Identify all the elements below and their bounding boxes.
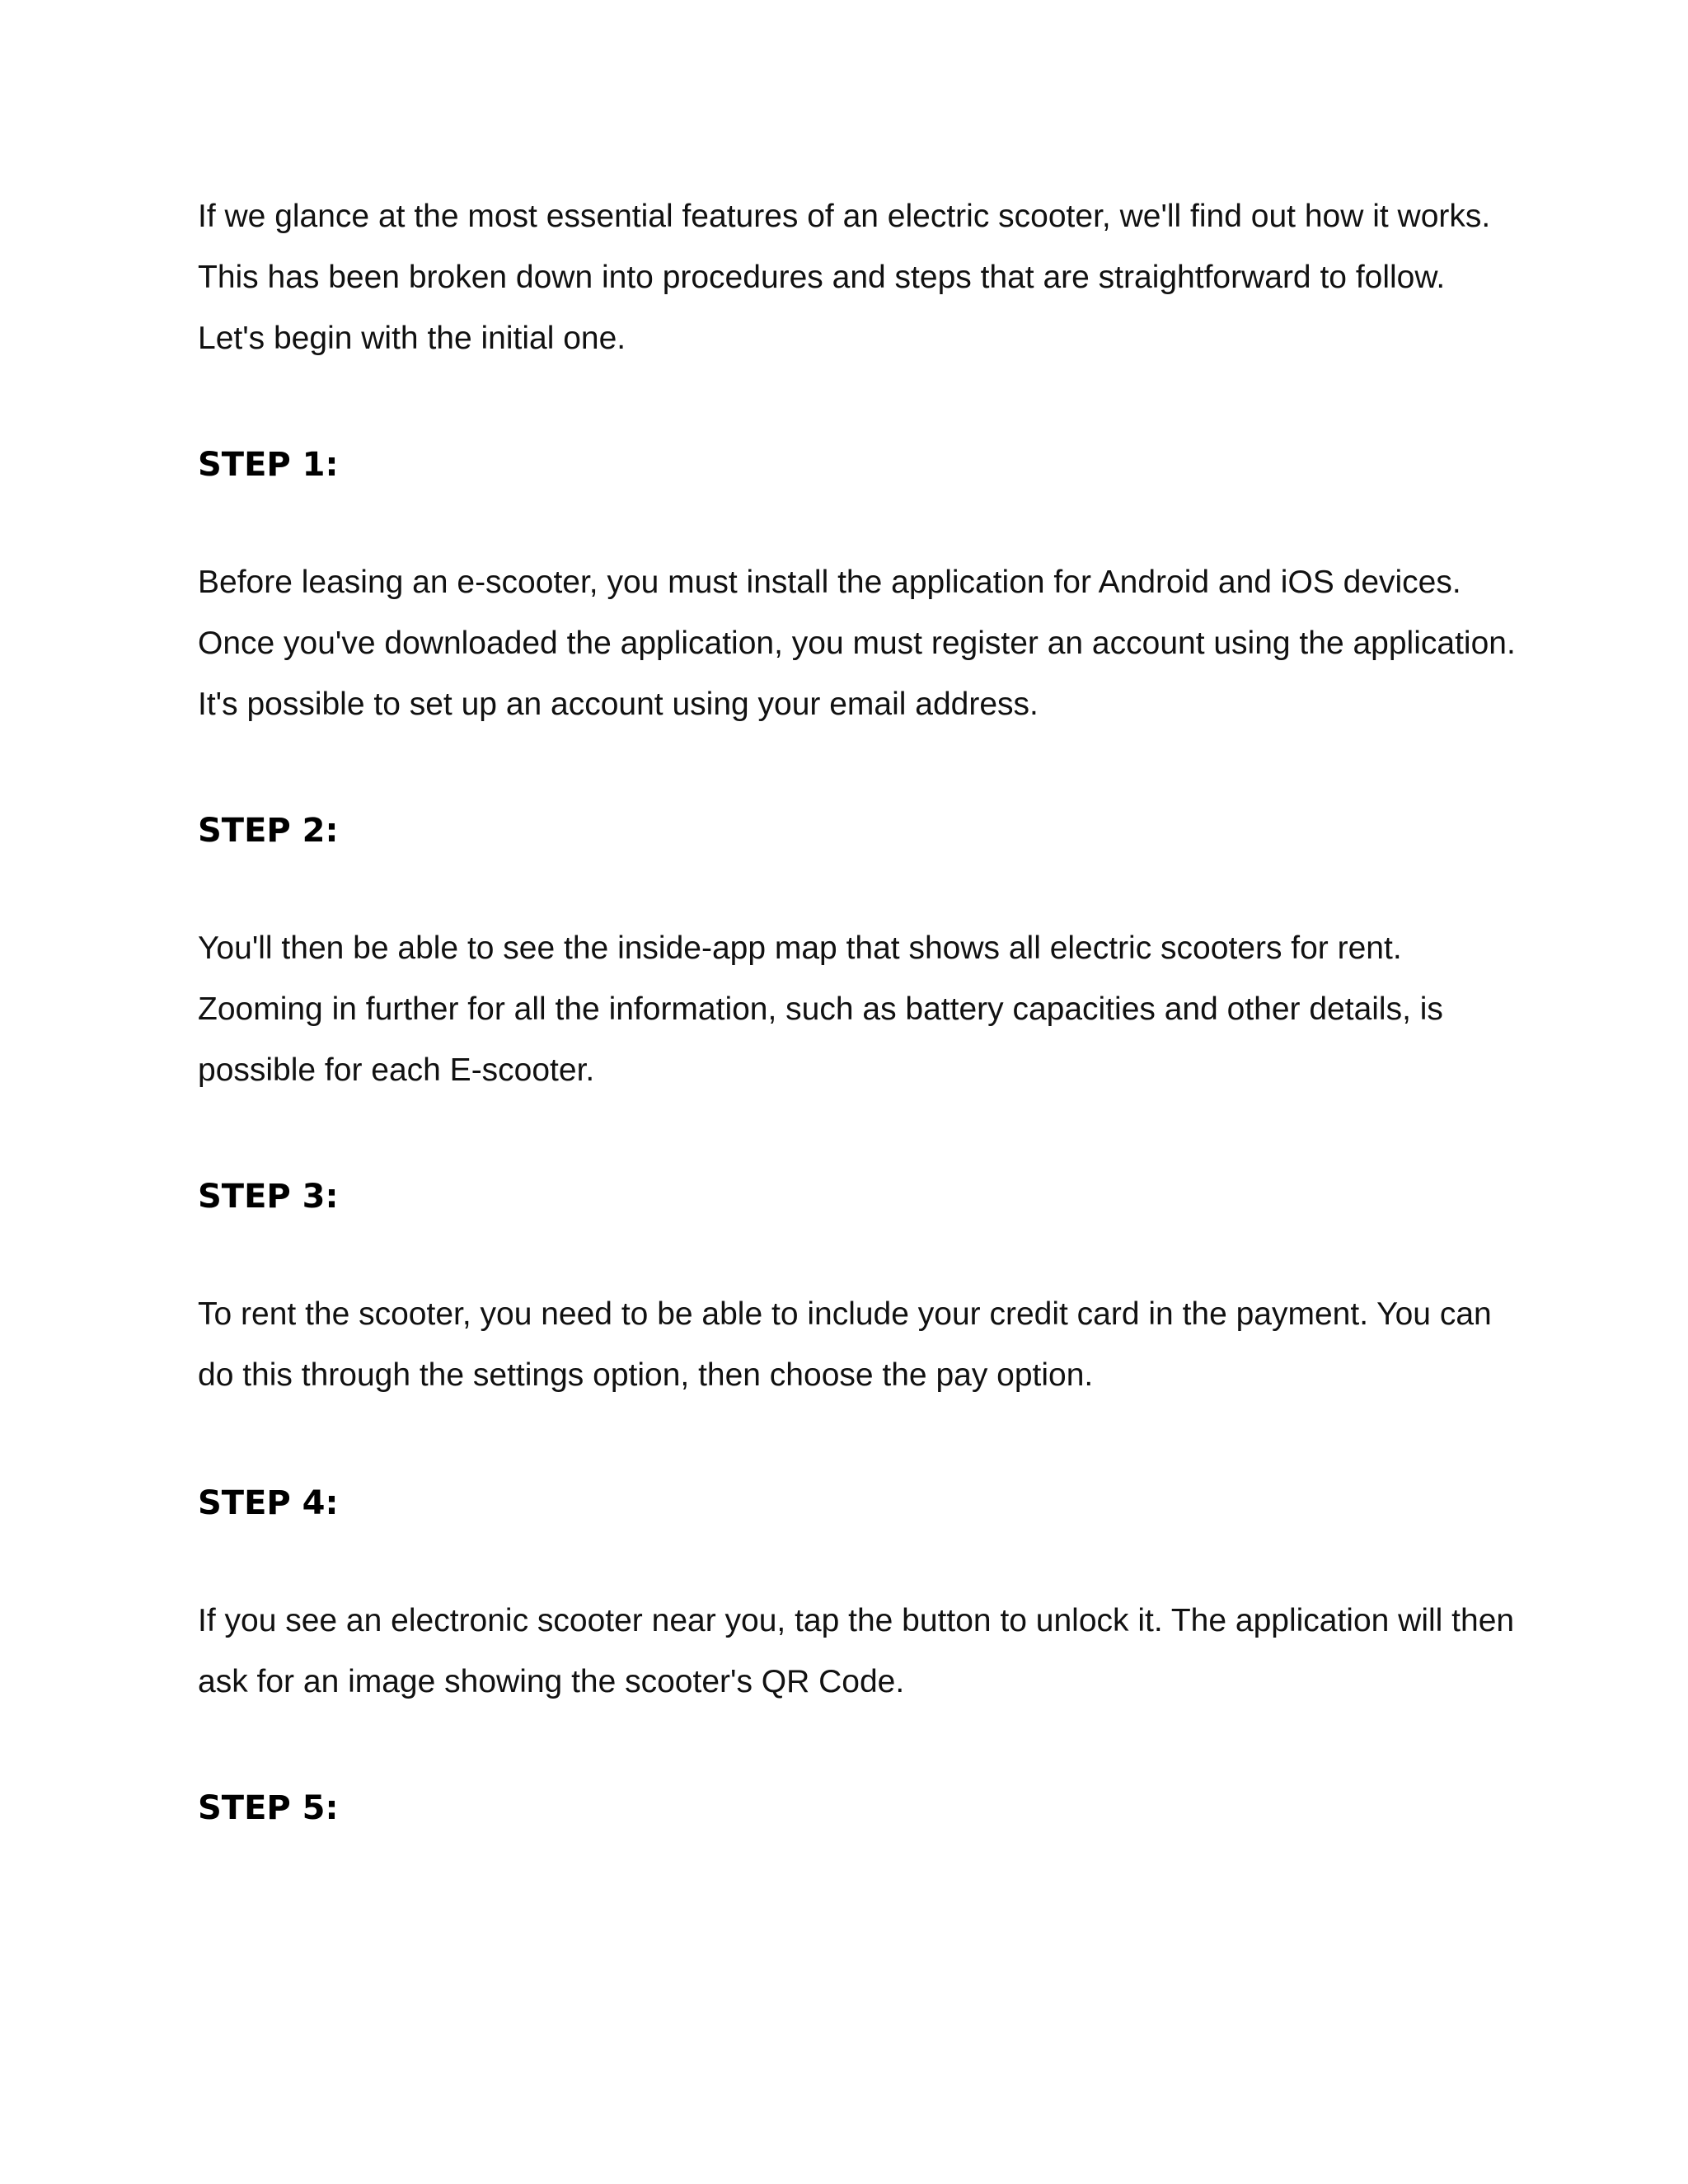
step-2-heading: STEP 2: (198, 812, 339, 850)
step-4-heading: STEP 4: (198, 1484, 339, 1522)
step-4-paragraph: If you see an electronic scooter near you, tap the button to unlock it. The application will then ask for an image showing the scooter's QR Code. (198, 1603, 1515, 1699)
step-3-paragraph: To rent the scooter, you need to be able to include your credit card in the payment. You can do this through the settings option, then choose the pay option. (198, 1296, 1492, 1393)
step-2-paragraph: You'll then be able to see the inside-app map that shows all electric scooters for rent. Zooming in further for all the information, such as battery capacities and other details, is possible for each E-scooter. (198, 930, 1443, 1088)
step-3-heading: STEP 3: (198, 1178, 339, 1216)
step-5-heading: STEP 5: (198, 1789, 339, 1827)
step-1-heading: STEP 1: (198, 446, 339, 484)
intro-paragraph: If we glance at the most essential features of an electric scooter, we'll find out how it works. This has been broken down into procedures and steps that are straightforward to follow. Let's begin with the initial one. (198, 199, 1491, 356)
step-1-paragraph: Before leasing an e-scooter, you must install the application for Android and iOS devices. Once you've downloaded the application, you must register an account using the application. It's possible to set up an account using your email address. (198, 565, 1516, 722)
